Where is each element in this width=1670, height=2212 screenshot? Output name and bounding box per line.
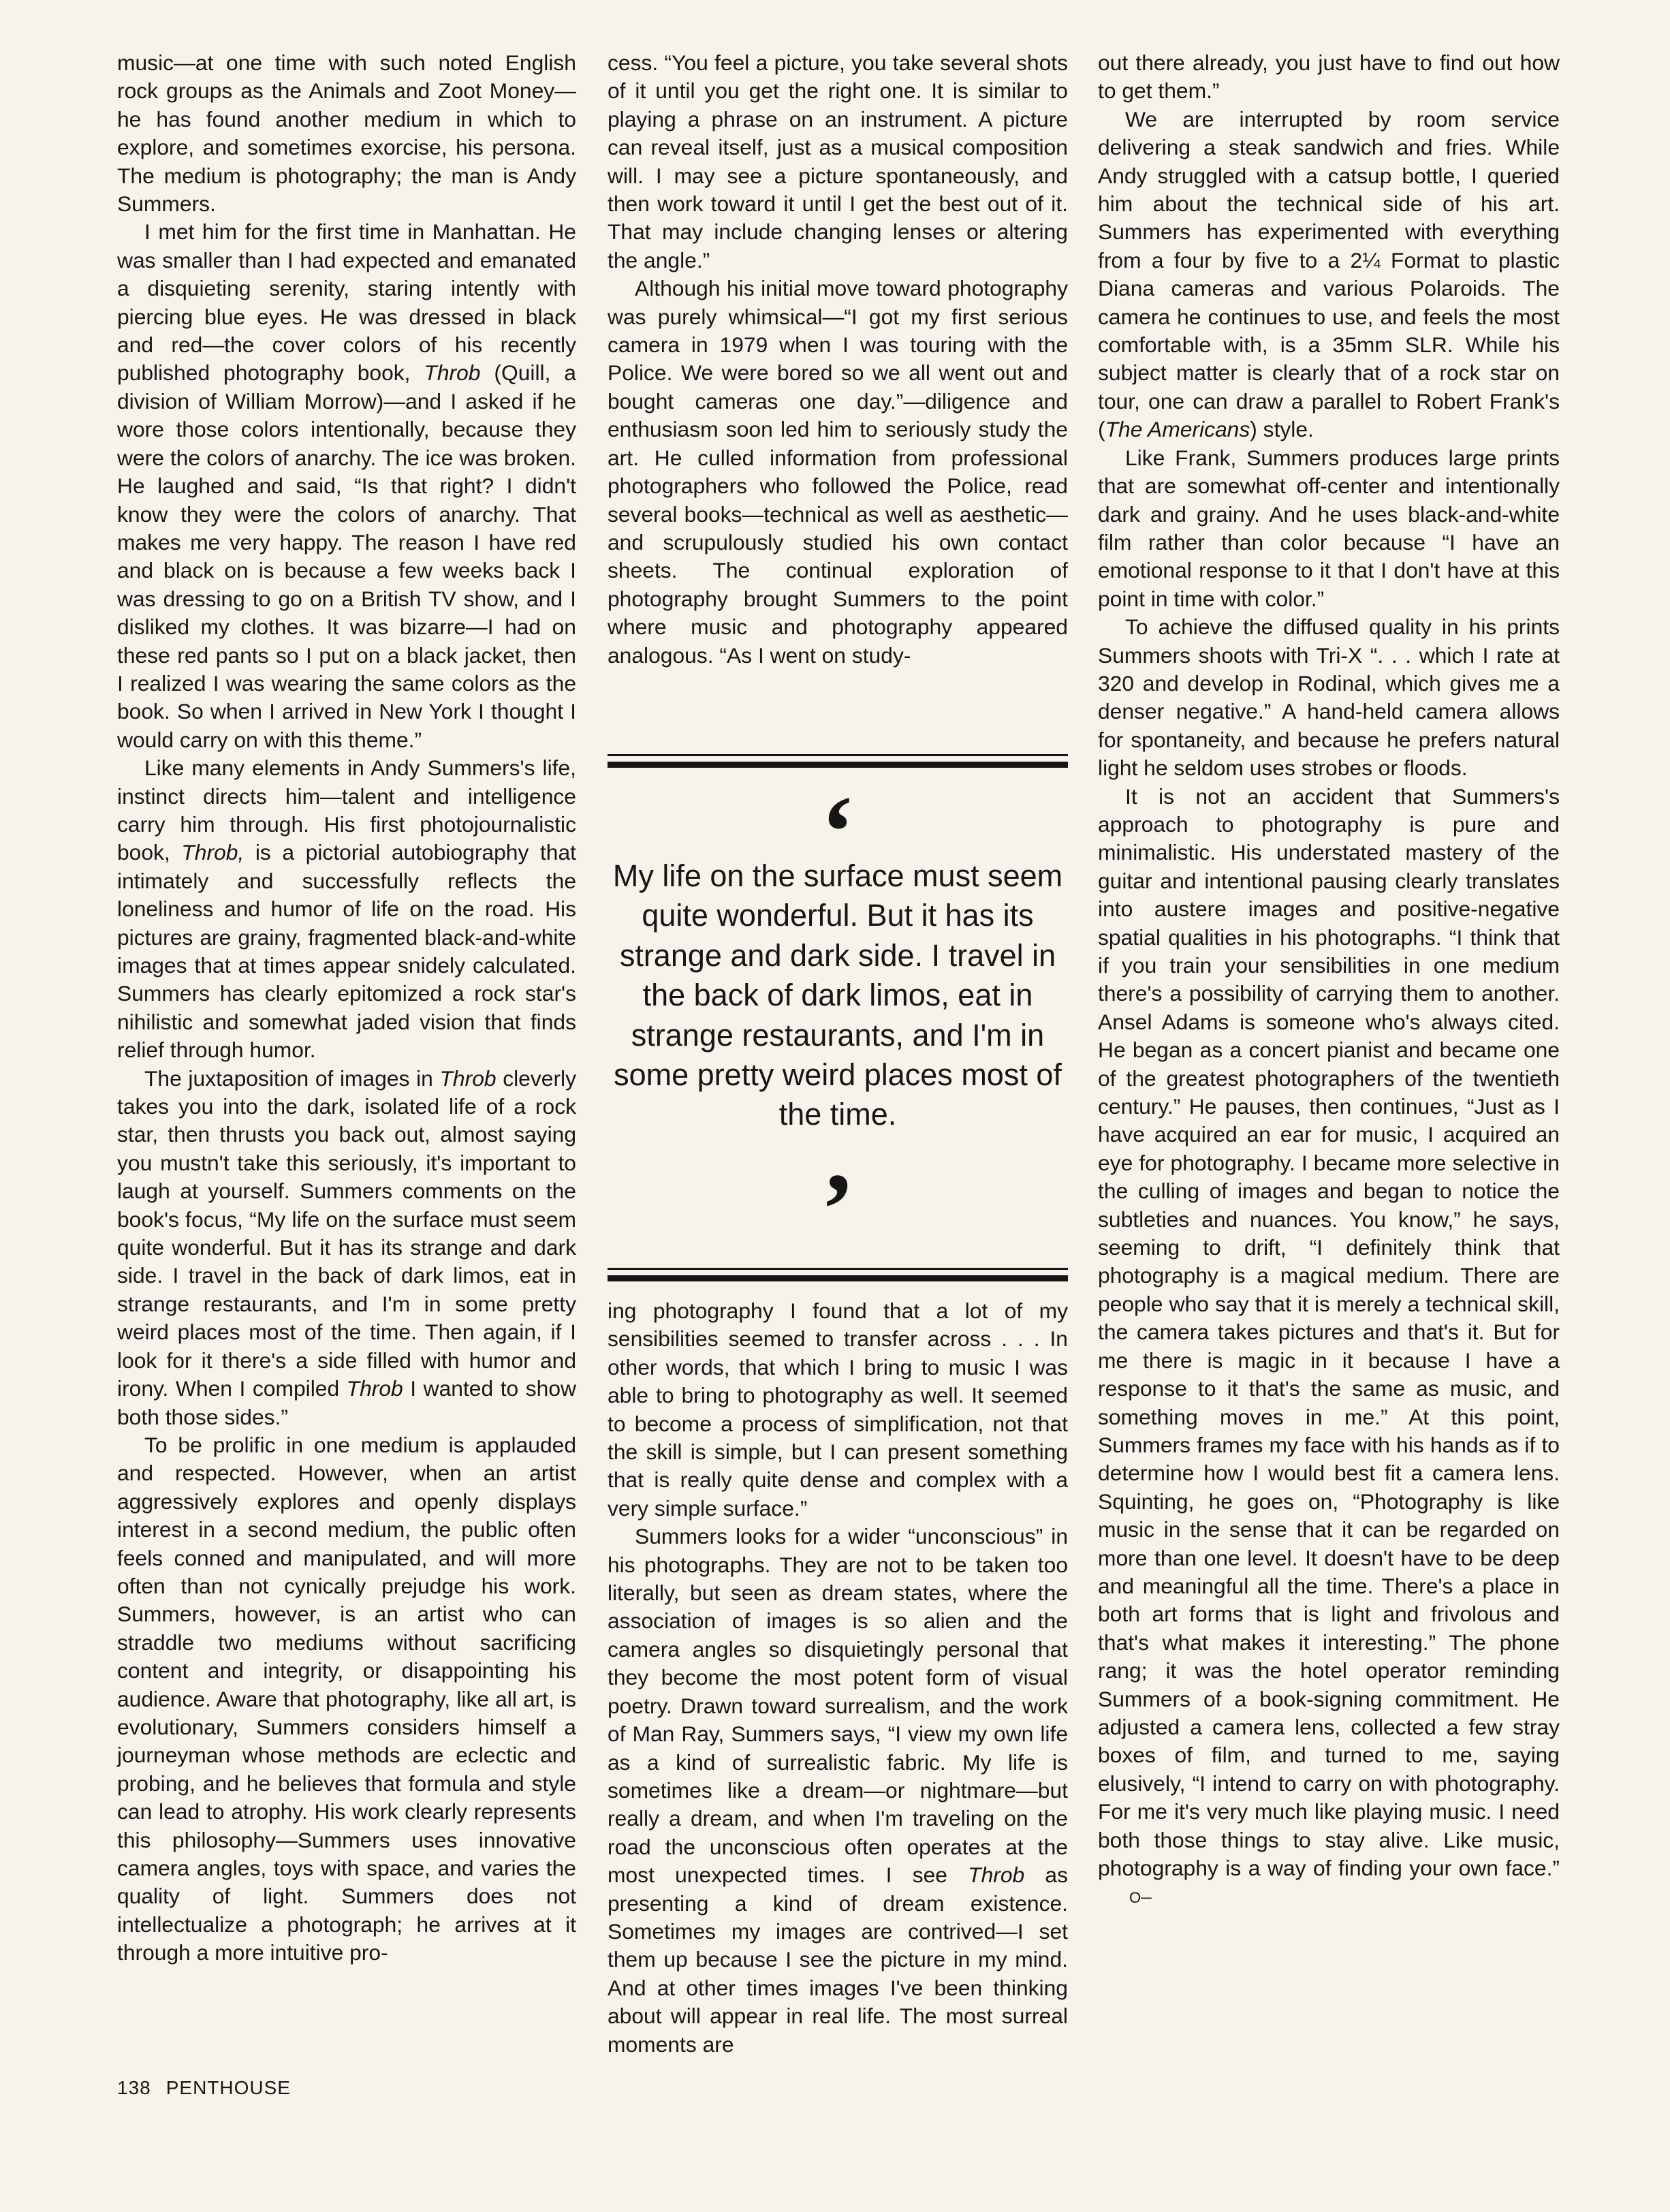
article-column-3: [1098, 49, 1560, 1911]
paragraph: To be prolific in one medium is applauded and respected. However, when an artist aggressively explores and openly displays interest in a second medium, the public often feels conned and manipulated, and will more often than not cynically prejudge his work. Summers, however, is an artist who can straddle two mediums without sacrificing content and integrity, or disappointing his audience. Aware that photography, like all art, is evolutionary, Summers considers himself a journeyman whose methods are eclectic and probing, and he believes that formula and style can lead to atrophy. His work clearly represents this philosophy—Summers uses innovative camera angles, toys with space, and varies the quality of light. Summers does not intellectualize a photograph; he arrives at it through a more intuitive pro-: [117, 1432, 576, 1965]
article-column-2: [608, 49, 1068, 670]
page-number: 138: [117, 2077, 151, 2098]
end-mark-icon: O─: [1129, 1889, 1152, 1906]
paragraph: cess. “You feel a picture, you take several shots of it until you get the right one. It is similar to playing a phrase on an instrument. A picture can reveal itself, just as a musical composition will. I may see a picture spontaneously, and then work toward it until I get the best out of it. That may include changing lenses or altering the angle.”: [608, 50, 1068, 272]
paragraph: The juxtaposition of images in Throb cleverly takes you into the dark, isolated life of a rock star, then thrusts you back out, almost saying you mustn't take this seriously, it's important to laugh at yourself. Summers comments on the book's focus, “My life on the surface must seem quite wonderful. But it has its strange and dark side. I travel in the back of dark limos, eat in strange restaurants, and I'm in some pretty weird places most of the time. Then again, if I look for it there's a side filled with humor and irony. When I compiled Throb I wanted to show both those sides.”: [117, 1065, 576, 1429]
open-quote-mark: ‘: [821, 775, 855, 888]
paragraph: Like Frank, Summers produces large prints that are somewhat off-center and intentionally dark and grainy. And he uses black-and-white film rather than color because “I have an emotional response to it that I don't have at this point in time with color.”: [1098, 445, 1560, 611]
paragraph: out there already, you just have to find out how to get them.”: [1098, 50, 1560, 104]
paragraph: Although his initial move toward photography was purely whimsical—“I got my first serious camera in 1979 when I was touring with the Police. We were bored so we all went out and bought cameras one day.”—diligence and enthusiasm soon led him to seriously study the art. He culled information from professional photographers who followed the Police, read several books—technical as well as aesthetic—and scrupulously studied his own contact sheets. The continual exploration of photography brought Summers to the point where music and photography appeared analogous. “As I went on study-: [608, 276, 1068, 668]
rule-divider: [608, 754, 1068, 766]
paragraph: ing photography I found that a lot of my sensibilities seemed to transfer across . . . In other words, that which I bring to music I was able to bring to photography as well. It seemed to become a process of simplification, not that the skill is simple, but I can present something that is really quite dense and complex with a very simple surface.”: [608, 1298, 1068, 1521]
magazine-name: PENTHOUSE: [166, 2077, 291, 2098]
pull-quote: [608, 754, 1068, 1270]
paragraph: Summers looks for a wider “unconscious” in his photographs. They are not to be taken too literally, but seen as dream states, where the association of images is so alien and the camera angles so disquietingly personal that they become the most potent form of visual poetry. Drawn toward surrealism, and the work of Man Ray, Summers says, “I view my own life as a kind of surrealistic fabric. My life is sometimes like a dream—or nightmare—but really a dream, and when I'm traveling on the road the unconscious often operates at the most unexpected times. I see Throb as presenting a kind of dream existence. Sometimes my images are contrived—I set them up because I see the picture in my mind. And at other times images I've been thinking about will appear in real life. The most surreal moments are: [608, 1524, 1068, 2057]
pull-quote-text: My life on the surface must seem quite wonderful. But it has its strange and dark side. I travel in the back of dark limos, eat in strange restaurants, and I'm in some pretty weird places most of the time.: [612, 858, 1063, 1132]
article-column-2-continued: [608, 1297, 1068, 2059]
paragraph: I met him for the first time in Manhattan. He was smaller than I had expected and emanated a disquieting serenity, staring intently with piercing blue eyes. He was dressed in black and red—the cover colors of his recently published photography book, Throb (Quill, a division of William Morrow)—and I asked if he wore those colors intentionally, because they were the colors of anarchy. The ice was broken. He laughed and said, “Is that right? I didn't know they were the colors of anarchy. That makes me very happy. The reason I have red and black on is because a few weeks back I was dressing to go on a British TV show, and I disliked my clothes. It was bizarre—I had on these red pants so I put on a black jacket, then I realized I was wearing the same colors as the book. So when I arrived in New York I thought I would carry on with this theme.”: [117, 219, 576, 752]
paragraph: We are interrupted by room service delivering a steak sandwich and fries. While Andy struggled with a catsup bottle, I queried him about the technical side of his art. Summers has experimented with everything from a four by five to a 2¼ Format to plastic Diana cameras and various Polaroids. The camera he continues to use, and feels the most comfortable with, is a 35mm SLR. While his subject matter is clearly that of a rock star on tour, one can draw a parallel to Robert Frank's (The Americans) style.: [1098, 106, 1560, 442]
close-quote-mark: ’: [821, 1153, 855, 1266]
paragraph: It is not an accident that Summers's approach to photography is pure and minimalistic. His understated mastery of the guitar and intentional pausing clearly translates into austere images and positive-negative spatial qualities in his photographs. “I think that if you train your sensibilities in one medium there's a possibility of carrying them to another. Ansel Adams is someone who's always cited. He began as a concert pianist and became one of the greatest photographers of the twentieth century.” He pauses, then continues, “Just as I have acquired an ear for music, I acquired an eye for photography. I became more selective in the culling of images and began to notice the subtleties and nuances. You know,” he says, seeming to drift, “I definitely think that photography is a magical medium. There are people who say that it is merely a technical skill, the camera takes pictures and that's it. But for me there is magic in it because I have a response to it that's the same as music, and something moves in me.” At this point, Summers frames my face with his hands as if to determine how I would best fit a camera lens. Squinting, he goes on, “Photography is like music in the sense that it can be regarded on more than one level. It doesn't have to be deep and meaningful all the time. There's a place in both art forms that is light and frivolous and that's what makes it interesting.” The phone rang; it was the hotel operator reminding Summers of a book-signing commitment. He adjusted a camera lens, collected a few stray boxes of film, and turned to me, saying elusively, “I intend to carry on with photography. For me it's very much like playing music. I need both those things to stay alive. Like music, photography is a way of finding your own face.”O─: [1098, 783, 1560, 1906]
paragraph: music—at one time with such noted English rock groups as the Animals and Zoot Money—he has found another medium in which to explore, and sometimes exorcise, his persona. The medium is photography; the man is Andy Summers.: [117, 50, 576, 217]
article-column-1: [117, 49, 576, 1967]
paragraph: To achieve the diffused quality in his prints Summers shoots with Tri-X “. . . which I rate at 320 and develop in Rodinal, which gives me a denser negative.” A hand-held camera allows for spontaneity, and because he prefers natural light he seldom uses strobes or floods.: [1098, 614, 1560, 781]
rule-divider: [608, 1268, 1068, 1279]
page-footer: [117, 2077, 291, 2099]
paragraph: Like many elements in Andy Summers's life, instinct directs him—talent and intelligence carry him through. His first photojournalistic book, Throb, is a pictorial autobiography that intimately and successfully reflects the loneliness and humor of life on the road. His pictures are grainy, fragmented black-and-white images that at times appear snidely calculated. Summers has clearly epitomized a rock star's nihilistic and somewhat jaded vision that finds relief through humor.: [117, 755, 576, 1063]
